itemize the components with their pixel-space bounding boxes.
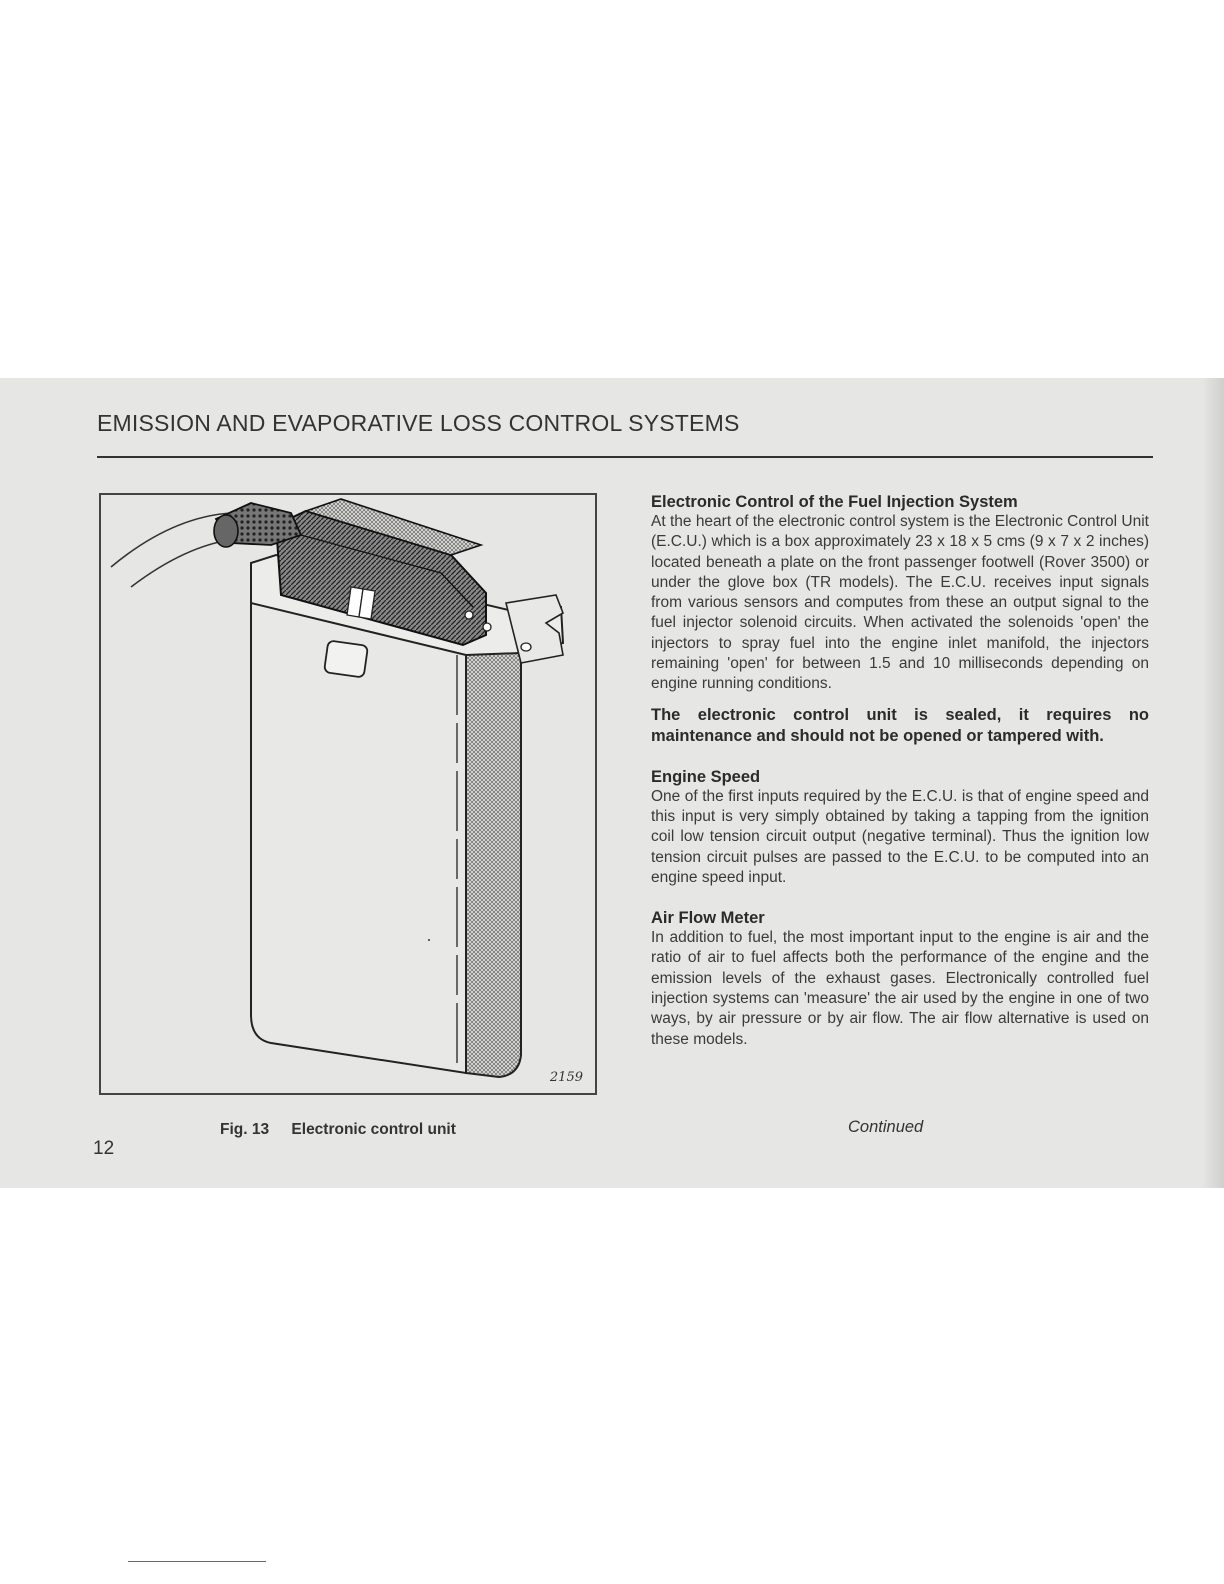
figure-frame: [99, 493, 597, 1095]
figure-caption-label: Fig. 13: [220, 1121, 270, 1138]
figure-caption: [220, 1121, 456, 1139]
paragraph-engine-speed: One of the first inputs required by the E.C.U. is that of engine speed and this input is very simply obtained by taking a tapping from the ignition coil low tension circuit output (negative terminal). Thus the ignition low tension circuit pulses are passed to the E.C.U. to be computed into an engine speed input.: [651, 787, 1149, 886]
stray-line: [128, 1561, 266, 1562]
ecu-illustration-icon: [101, 495, 595, 1093]
paragraph-air-flow: In addition to fuel, the most important input to the engine is air and the ratio of air to fuel affects both the performance of the engine and the emission levels of the exhaust gases. Electronically controlled fuel injection systems can 'measure' the air used by the engine in one of two ways, by air pressure or by air flow. The air flow alternative is used on these models.: [651, 929, 1149, 1048]
warning-note: The electronic control unit is sealed, it requires no maintenance and should not be opened or tampered with.: [651, 705, 1149, 745]
page-number: 12: [93, 1138, 115, 1159]
text-column: [651, 492, 1149, 1050]
heading-ecu: Electronic Control of the Fuel Injection System: [651, 493, 1018, 511]
continued-label: Continued: [848, 1118, 924, 1136]
page-title: EMISSION AND EVAPORATIVE LOSS CONTROL SYSTEMS: [97, 410, 740, 436]
paragraph-ecu: At the heart of the electronic control system is the Electronic Control Unit (E.C.U.) which is a box approximately 23 x 18 x 5 cms (9 x 7 x 2 inches) located beneath a plate on the front passenger footwell (Rover 3500) or under the glove box (TR models). The E.C.U. receives input signals from various sensors and computes from these an output signal to the fuel injector solenoid circuits. When activated the solenoids 'open' the injectors to spray fuel into the engine inlet manifold, the injectors remaining 'open' for between 1.5 and 10 milliseconds depending on engine running conditions.: [651, 513, 1149, 693]
page-edge-shadow: [1202, 378, 1224, 1188]
heading-engine-speed: Engine Speed: [651, 767, 761, 786]
figure-number: 2159: [549, 1070, 583, 1085]
spacer: [651, 888, 1149, 908]
spacer: [651, 747, 1149, 767]
heading-air-flow: Air Flow Meter: [651, 909, 765, 928]
figure-caption-text: Electronic control unit: [291, 1121, 456, 1138]
header-rule: [97, 456, 1153, 458]
